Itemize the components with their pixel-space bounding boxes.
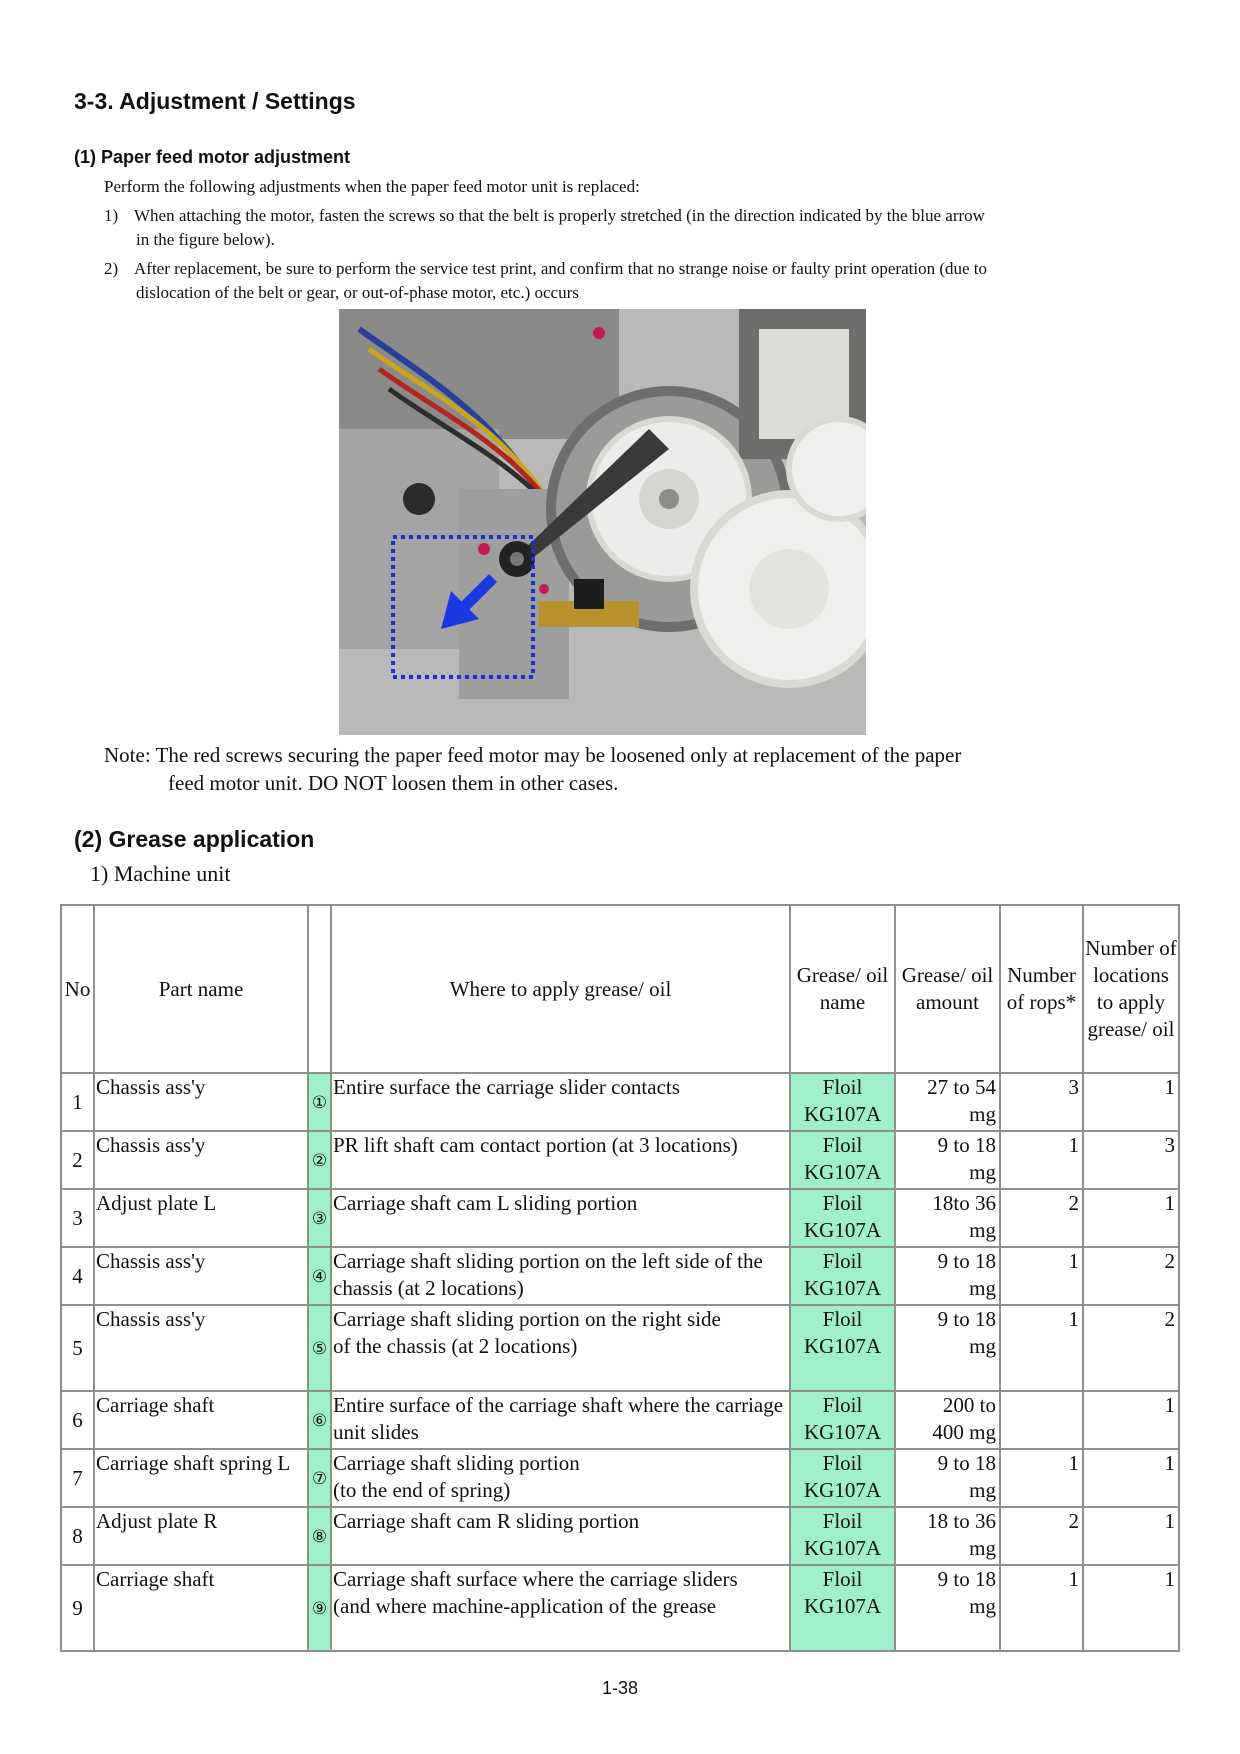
oil-name-1: Floil — [822, 1451, 863, 1475]
oil-name-1: Floil — [822, 1191, 863, 1215]
table-row — [61, 1507, 1179, 1565]
row-mark — [308, 1131, 331, 1189]
table-row — [61, 1565, 1179, 1651]
row-mark — [308, 1247, 331, 1305]
row-mark — [308, 1565, 331, 1651]
step-2 — [104, 257, 1184, 305]
oil-name-2: KG107A — [804, 1102, 881, 1126]
row-where: Carriage shaft cam L sliding portion — [331, 1189, 790, 1247]
row-amount — [895, 1189, 1000, 1247]
row-part: Carriage shaft — [94, 1565, 308, 1651]
row-amount — [895, 1449, 1000, 1507]
oil-name-1: Floil — [822, 1075, 863, 1099]
subsection-title-paper-feed: (1) Paper feed motor adjustment — [74, 147, 351, 167]
amount-2: mg — [969, 1102, 996, 1126]
row-oil — [790, 1189, 895, 1247]
table-row — [61, 1449, 1179, 1507]
circled-number: ⑨ — [311, 1598, 328, 1619]
amount-1: 9 to 18 — [937, 1133, 996, 1157]
oil-name-1: Floil — [822, 1509, 863, 1533]
header-drops: Number of rops* — [1000, 905, 1083, 1073]
header-mark — [308, 905, 331, 1073]
row-where: PR lift shaft cam contact portion (at 3 locations) — [331, 1131, 790, 1189]
row-oil — [790, 1131, 895, 1189]
where-line-1: Carriage shaft sliding portion — [333, 1451, 580, 1475]
row-no: 8 — [61, 1507, 94, 1565]
row-amount — [895, 1305, 1000, 1391]
amount-2: mg — [969, 1276, 996, 1300]
circled-number: ⑥ — [311, 1410, 328, 1431]
oil-name-2: KG107A — [804, 1478, 881, 1502]
row-drops: 1 — [1000, 1565, 1083, 1651]
row-mark — [308, 1073, 331, 1131]
table-row — [61, 1131, 1179, 1189]
row-locations: 1 — [1083, 1507, 1179, 1565]
where-line-2: (and where machine-application of the grease — [333, 1594, 717, 1618]
row-no: 4 — [61, 1247, 94, 1305]
amount-2: mg — [969, 1334, 996, 1358]
oil-name-2: KG107A — [804, 1594, 881, 1618]
note — [104, 741, 1194, 797]
header-amount: Grease/ oil amount — [895, 905, 1000, 1073]
row-no: 1 — [61, 1073, 94, 1131]
oil-name-1: Floil — [822, 1567, 863, 1591]
row-locations: 1 — [1083, 1391, 1179, 1449]
table-row — [61, 1073, 1179, 1131]
row-drops: 1 — [1000, 1131, 1083, 1189]
amount-1: 9 to 18 — [937, 1451, 996, 1475]
row-oil — [790, 1073, 895, 1131]
row-where — [331, 1449, 790, 1507]
grease-table — [60, 904, 1180, 1652]
row-locations: 2 — [1083, 1305, 1179, 1391]
note-text: Note: The red screws securing the paper feed motor may be loosened only at replacement of the paper — [104, 743, 962, 767]
oil-name-2: KG107A — [804, 1536, 881, 1560]
amount-2: mg — [969, 1218, 996, 1242]
row-locations: 1 — [1083, 1189, 1179, 1247]
header-where: Where to apply grease/ oil — [331, 905, 790, 1073]
row-locations: 1 — [1083, 1565, 1179, 1651]
circled-number: ④ — [311, 1266, 328, 1287]
row-part: Chassis ass'y — [94, 1073, 308, 1131]
intro-text: Perform the following adjustments when the paper feed motor unit is replaced: — [104, 177, 640, 196]
amount-1: 18to 36 — [932, 1191, 996, 1215]
row-locations: 1 — [1083, 1449, 1179, 1507]
amount-1: 9 to 18 — [937, 1249, 996, 1273]
row-mark — [308, 1449, 331, 1507]
machine-unit-heading: 1) Machine unit — [90, 861, 231, 886]
oil-name-2: KG107A — [804, 1420, 881, 1444]
oil-name-2: KG107A — [804, 1276, 881, 1300]
row-mark — [308, 1391, 331, 1449]
row-part: Chassis ass'y — [94, 1305, 308, 1391]
header-no: No — [61, 905, 94, 1073]
header-locations: Number of locations to apply grease/ oil — [1083, 905, 1179, 1073]
row-amount — [895, 1507, 1000, 1565]
row-where: Carriage shaft sliding portion on the left side of the chassis (at 2 locations) — [331, 1247, 790, 1305]
row-mark — [308, 1507, 331, 1565]
circled-number: ③ — [311, 1208, 328, 1229]
amount-1: 27 to 54 — [927, 1075, 996, 1099]
where-line-1: Carriage shaft surface where the carriage sliders — [333, 1567, 738, 1591]
row-part: Chassis ass'y — [94, 1247, 308, 1305]
row-part: Adjust plate R — [94, 1507, 308, 1565]
table-row — [61, 1189, 1179, 1247]
header-oil-name: Grease/ oil name — [790, 905, 895, 1073]
row-mark — [308, 1189, 331, 1247]
row-drops: 1 — [1000, 1449, 1083, 1507]
row-no: 3 — [61, 1189, 94, 1247]
section-title: 3-3. Adjustment / Settings — [74, 88, 356, 114]
row-where — [331, 1305, 790, 1391]
circled-number: ① — [311, 1092, 328, 1113]
row-amount — [895, 1565, 1000, 1651]
amount-1: 9 to 18 — [937, 1567, 996, 1591]
note-text-continued: feed motor unit. DO NOT loosen them in other cases. — [168, 771, 619, 795]
step-number: 2) — [104, 259, 119, 278]
oil-name-1: Floil — [822, 1307, 863, 1331]
row-no: 7 — [61, 1449, 94, 1507]
row-where: Entire surface of the carriage shaft where the carriage unit slides — [331, 1391, 790, 1449]
row-drops: 3 — [1000, 1073, 1083, 1131]
row-oil — [790, 1391, 895, 1449]
row-no: 5 — [61, 1305, 94, 1391]
amount-2: mg — [969, 1594, 996, 1618]
row-drops: 1 — [1000, 1305, 1083, 1391]
row-part: Carriage shaft — [94, 1391, 308, 1449]
row-amount — [895, 1391, 1000, 1449]
amount-2: mg — [969, 1160, 996, 1184]
amount-2: mg — [969, 1536, 996, 1560]
row-locations: 1 — [1083, 1073, 1179, 1131]
subsection-title-grease: (2) Grease application — [74, 826, 315, 852]
step-1 — [104, 204, 1184, 252]
oil-name-1: Floil — [822, 1133, 863, 1157]
oil-name-2: KG107A — [804, 1218, 881, 1242]
where-line-1: Carriage shaft sliding portion on the right side — [333, 1307, 721, 1331]
step-text: After replacement, be sure to perform the service test print, and confirm that no strange noise or faulty print operation (due to — [134, 259, 988, 278]
table-row — [61, 1391, 1179, 1449]
row-no: 6 — [61, 1391, 94, 1449]
header-part-name: Part name — [94, 905, 308, 1073]
step-text: When attaching the motor, fasten the screws so that the belt is properly stretched (in the direction indicated by the blue arrow — [134, 206, 985, 225]
row-no: 9 — [61, 1565, 94, 1651]
table-row — [61, 1305, 1179, 1391]
row-locations: 3 — [1083, 1131, 1179, 1189]
row-drops: 2 — [1000, 1507, 1083, 1565]
row-oil — [790, 1305, 895, 1391]
row-part: Adjust plate L — [94, 1189, 308, 1247]
where-line-2: of the chassis (at 2 locations) — [333, 1334, 578, 1358]
table-header-row — [61, 905, 1179, 1073]
row-drops — [1000, 1391, 1083, 1449]
row-oil — [790, 1565, 895, 1651]
row-where: Entire surface the carriage slider contacts — [331, 1073, 790, 1131]
oil-name-2: KG107A — [804, 1334, 881, 1358]
circled-number: ⑤ — [311, 1338, 328, 1359]
amount-2: mg — [969, 1478, 996, 1502]
row-mark — [308, 1305, 331, 1391]
amount-1: 9 to 18 — [937, 1307, 996, 1331]
row-part: Carriage shaft spring L — [94, 1449, 308, 1507]
oil-name-1: Floil — [822, 1393, 863, 1417]
row-amount — [895, 1247, 1000, 1305]
where-line-2: (to the end of spring) — [333, 1478, 511, 1502]
step-text-continued: dislocation of the belt or gear, or out-of-phase motor, etc.) occurs — [136, 283, 579, 302]
amount-1: 18 to 36 — [927, 1509, 996, 1533]
row-amount — [895, 1073, 1000, 1131]
table-row — [61, 1247, 1179, 1305]
row-drops: 2 — [1000, 1189, 1083, 1247]
amount-2: 400 mg — [932, 1420, 996, 1444]
page-number: 1-38 — [601, 1678, 639, 1698]
row-locations: 2 — [1083, 1247, 1179, 1305]
paper-feed-motor-photo — [339, 309, 866, 735]
step-text-continued: in the figure below). — [136, 230, 275, 249]
row-where — [331, 1565, 790, 1651]
row-oil — [790, 1507, 895, 1565]
row-drops: 1 — [1000, 1247, 1083, 1305]
amount-1: 200 to — [942, 1393, 996, 1417]
row-part: Chassis ass'y — [94, 1131, 308, 1189]
row-oil — [790, 1247, 895, 1305]
row-oil — [790, 1449, 895, 1507]
row-where: Carriage shaft cam R sliding portion — [331, 1507, 790, 1565]
oil-name-2: KG107A — [804, 1160, 881, 1184]
row-no: 2 — [61, 1131, 94, 1189]
step-number: 1) — [104, 206, 119, 225]
circled-number: ⑧ — [311, 1526, 328, 1547]
circled-number: ② — [311, 1150, 328, 1171]
row-amount — [895, 1131, 1000, 1189]
oil-name-1: Floil — [822, 1249, 863, 1273]
circled-number: ⑦ — [311, 1468, 328, 1489]
